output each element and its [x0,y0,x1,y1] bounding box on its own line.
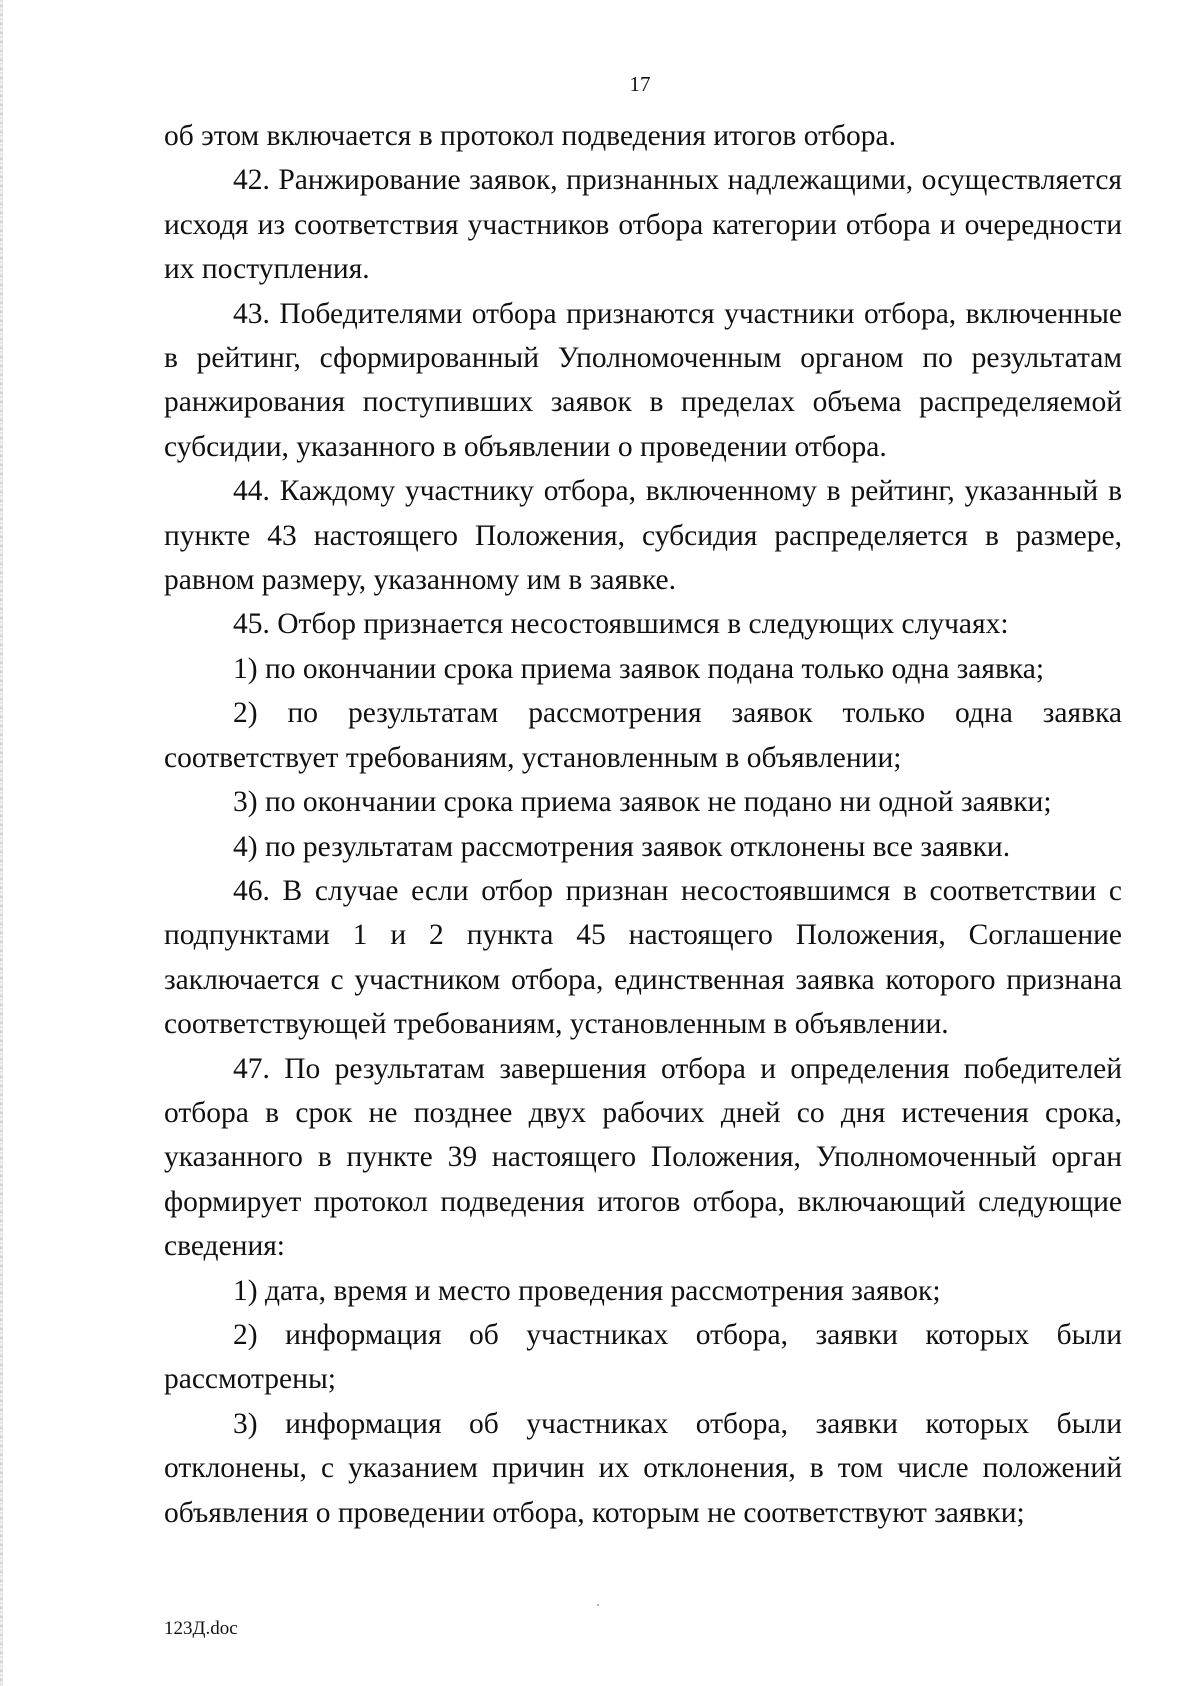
paragraph-item-46: 46. В случае если отбор признан несостоявшимся в соответствии с подпунктами 1 и 2 пункта 45 настоящего Положения, Соглашение заключается с участником отбора, единственная заявка которого признана соответствующей требованиям, установленным в объявлении. [164,874,1122,1041]
subitem-45-1: 1) по окончании срока приема заявок подана только одна заявка; [233,652,1045,685]
subitem-47-2: 2) информация об участниках отбора, заявки которых были рассмотрены; [164,1318,1122,1396]
subitem-47-3: 3) информация об участниках отбора, заявки которых были отклонены, с указанием причин их отклонения, в том числе положений объявления о проведении отбора, которым не соответствуют заявки; [164,1407,1122,1529]
paragraph-item-43: 43. Победителями отбора признаются участники отбора, включенные в рейтинг, сформированный Уполномоченным органом по результатам ранжирования поступивших заявок в пределах объема распределяемой субсидии, указанного в объявлении о проведении отбора. [164,297,1122,463]
subitem-45-4: 4) по результатам рассмотрения заявок отклонены все заявки. [233,830,1011,863]
paragraph-item-45: 45. Отбор признается несостоявшимся в следующих случаях: [233,608,1009,641]
paragraph-item-42: 42. Ранжирование заявок, признанных надлежащими, осуществляется исходя из соответствия участников отбора категории отбора и очередности их поступления. [164,164,1122,286]
page-number: 17 [629,72,651,96]
scan-edge [0,0,3,1686]
paragraph-item-47: 47. По результатам завершения отбора и определения победителей отбора в срок не позднее двух рабочих дней со дня истечения срока, указанного в пункте 39 настоящего Положения, Уполномоченный орган формирует протокол подведения итогов отбора, включающий следующие сведения: [164,1052,1122,1263]
subitem-45-2: 2) по результатам рассмотрения заявок только одна заявка соответствует требованиям, установленным в объявлении; [164,697,1122,774]
subitem-45-3: 3) по окончании срока приема заявок не подано ни одной заявки; [233,786,1052,819]
scan-speck [597,1604,599,1606]
subitem-47-1: 1) дата, время и место проведения рассмотрения заявок; [233,1274,941,1307]
document-body [164,114,1122,1535]
paragraph-item-44: 44. Каждому участнику отбора, включенному в рейтинг, указанный в пункте 43 настоящего Положения, субсидия распределяется в размере, равном размеру, указанному им в заявке. [164,475,1122,597]
footer-file-name: 123Д.doc [164,1618,238,1639]
paragraph-continuation: об этом включается в протокол подведения итогов отбора. [164,120,896,152]
